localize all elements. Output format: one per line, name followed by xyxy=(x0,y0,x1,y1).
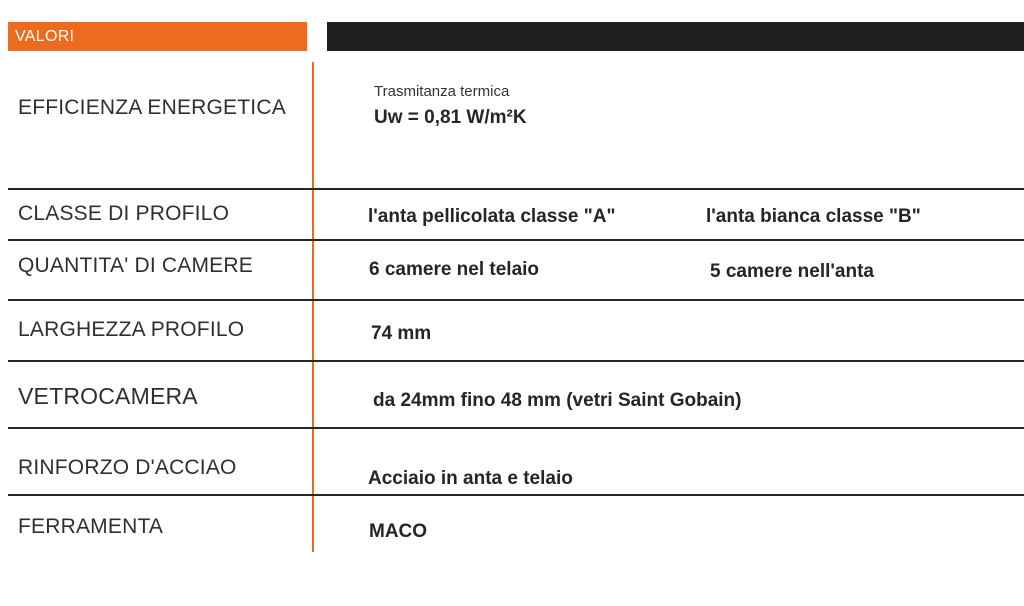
row-label-classe-profilo: CLASSE DI PROFILO xyxy=(18,202,230,225)
row-caption-trasmitanza: Trasmitanza termica xyxy=(374,83,510,100)
row-value-larghezza: 74 mm xyxy=(371,323,432,344)
section-header-valori: VALORI xyxy=(8,22,307,51)
row-value-classe-b: l'anta bianca classe "B" xyxy=(706,206,921,227)
row-label-efficienza: EFFICIENZA ENERGETICA xyxy=(18,96,286,119)
row-value-vetrocamera: da 24mm fino 48 mm (vetri Saint Gobain) xyxy=(373,390,742,411)
row-value-rinforzo: Acciaio in anta e telaio xyxy=(368,468,573,489)
row-divider xyxy=(8,427,1024,429)
row-value-camere-anta: 5 camere nell'anta xyxy=(710,261,874,282)
row-value-uw: Uw = 0,81 W/m²K xyxy=(374,107,527,128)
row-value-camere-telaio: 6 camere nel telaio xyxy=(369,259,540,280)
row-label-ferramenta: FERRAMENTA xyxy=(18,515,164,538)
row-label-rinforzo: RINFORZO D'ACCIAO xyxy=(18,456,237,479)
header-bar xyxy=(327,22,1024,51)
row-divider xyxy=(8,494,1024,496)
row-label-quantita-camere: QUANTITA' DI CAMERE xyxy=(18,254,253,277)
row-label-larghezza-profilo: LARGHEZZA PROFILO xyxy=(18,318,245,341)
row-divider xyxy=(8,188,1024,190)
row-divider xyxy=(8,299,1024,301)
row-label-vetrocamera: VETROCAMERA xyxy=(18,383,198,409)
column-divider xyxy=(312,62,314,552)
row-value-classe-a: l'anta pellicolata classe "A" xyxy=(368,206,616,227)
row-divider xyxy=(8,360,1024,362)
row-divider xyxy=(8,239,1024,241)
row-value-ferramenta: MACO xyxy=(369,521,428,542)
